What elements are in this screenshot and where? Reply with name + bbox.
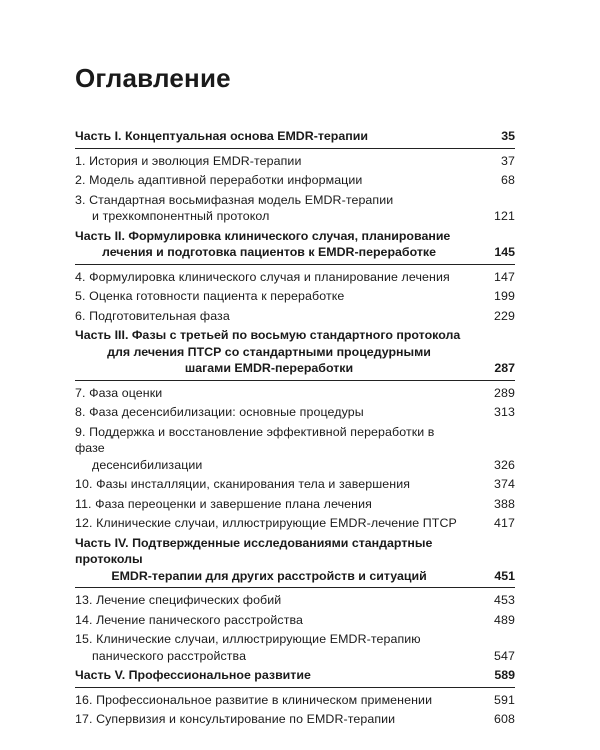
toc-entry-line: 11. Фаза переоценки и завершение плана лечения: [75, 496, 372, 511]
toc-entry-line: 16. Профессиональное развитие в клиническом применении: [75, 692, 433, 707]
toc-entry-line: 5. Оценка готовности пациента к переработке: [75, 289, 345, 303]
toc-entry-line: 8. Фаза десенсибилизации: основные процедуры: [75, 405, 364, 419]
toc-chapter-entry[interactable]: [75, 631, 515, 667]
toc-page-number: 417: [494, 516, 515, 530]
toc-entry-title: [75, 385, 475, 402]
toc-entry-title: [75, 535, 475, 585]
toc-entry-title: [75, 692, 475, 709]
toc-part-entry[interactable]: [75, 667, 515, 688]
toc-entry-title: [75, 172, 475, 189]
toc-entry-line: шагами EMDR-переработки: [184, 361, 354, 375]
toc-page-number: 35: [501, 129, 515, 143]
toc-page-number: 591: [494, 692, 515, 707]
toc-entry-title: [75, 288, 475, 305]
toc-entry-line: Часть V. Профессиональное развитие: [75, 668, 311, 682]
toc-chapter-entry[interactable]: [75, 612, 515, 632]
toc-entry-line: 3. Стандартная восьмифазная модель EMDR-терапии: [75, 192, 394, 207]
toc-entry-title: [75, 269, 475, 286]
toc-chapter-entry[interactable]: [75, 192, 515, 228]
toc-page-number: 453: [494, 593, 515, 607]
toc-entry-line: 17. Супервизия и консультирование по EMDR-терапии: [75, 712, 396, 726]
toc-entry-line: 2. Модель адаптивной переработки информации: [75, 173, 363, 187]
toc-page-number: 68: [501, 173, 515, 187]
toc-chapter-entry[interactable]: [75, 424, 515, 477]
toc-entry-title: [75, 404, 475, 421]
toc-entry-title: [75, 153, 475, 170]
toc-chapter-entry[interactable]: [75, 404, 515, 424]
toc-page-number: 121: [494, 209, 515, 223]
toc-page-number: 326: [494, 457, 515, 472]
toc-entry-title: [75, 228, 475, 261]
toc-chapter-entry[interactable]: [75, 172, 515, 192]
toc-entry-title: [75, 496, 475, 513]
toc-entry-title: [75, 128, 475, 145]
toc-page-number: 289: [494, 385, 515, 400]
toc-entry-title: [75, 327, 475, 377]
toc-entry-title: [75, 592, 475, 609]
toc-entry-title: [75, 192, 475, 225]
toc-page-number: 313: [494, 405, 515, 419]
toc-entry-line: 9. Поддержка и восстановление эффективной переработки в фазе: [75, 424, 435, 455]
toc-page-number: 287: [494, 361, 515, 375]
toc-entry-title: [75, 711, 475, 728]
toc-chapter-entry[interactable]: [75, 592, 515, 612]
toc-page-number: 37: [501, 153, 515, 168]
toc-entry-line: для лечения ПТСР со стандартными процедурными: [107, 344, 431, 359]
toc-chapter-entry[interactable]: [75, 269, 515, 289]
toc-entry-line: и трехкомпонентный протокол: [92, 209, 270, 223]
toc-entry-line: Часть IV. Подтвержденные исследованиями стандартные протоколы: [75, 535, 433, 566]
toc-entry-line: 15. Клинические случаи, иллюстрирующие EMDR-терапию: [75, 632, 421, 646]
toc-list: [75, 128, 515, 731]
toc-page-number: 547: [494, 648, 515, 663]
toc-page-number: 451: [494, 568, 515, 583]
toc-part-entry[interactable]: [75, 228, 515, 265]
toc-entry-line: EMDR-терапии для других расстройств и ситуаций: [111, 568, 427, 583]
toc-entry-title: [75, 476, 475, 493]
toc-entry-line: Часть I. Концептуальная основа EMDR-терапии: [75, 129, 368, 143]
toc-entry-title: [75, 667, 475, 684]
toc-entry-line: 4. Формулировка клинического случая и планирование лечения: [75, 269, 450, 284]
toc-page-number: 388: [494, 496, 515, 511]
toc-entry-line: 1. История и эволюция EMDR-терапии: [75, 153, 302, 168]
toc-page-number: 229: [494, 308, 515, 323]
toc-part-entry[interactable]: [75, 535, 515, 589]
toc-chapter-entry[interactable]: [75, 308, 515, 328]
toc-page-number: 374: [494, 477, 515, 491]
toc-chapter-entry[interactable]: [75, 711, 515, 731]
toc-entry-line: 6. Подготовительная фаза: [75, 308, 230, 323]
toc-page-number: 199: [494, 289, 515, 303]
toc-chapter-entry[interactable]: [75, 288, 515, 308]
toc-chapter-entry[interactable]: [75, 496, 515, 516]
toc-entry-line: лечения и подготовка пациентов к EMDR-переработке: [102, 245, 436, 259]
toc-entry-title: [75, 515, 475, 532]
toc-chapter-entry[interactable]: [75, 476, 515, 496]
page-title: Оглавление: [75, 63, 231, 93]
toc-part-entry[interactable]: [75, 128, 515, 149]
toc-page-number: 147: [494, 269, 515, 284]
toc-entry-line: Часть II. Формулировка клинического случая, планирование: [75, 228, 451, 243]
toc-entry-line: 7. Фаза оценки: [75, 385, 163, 400]
toc-page-number: 608: [494, 712, 515, 726]
toc-page-number: 589: [494, 668, 515, 682]
toc-part-entry[interactable]: [75, 327, 515, 381]
toc-entry-title: [75, 631, 475, 664]
toc-entry-title: [75, 424, 475, 474]
toc-entry-line: десенсибилизации: [92, 457, 203, 472]
toc-entry-line: 13. Лечение специфических фобий: [75, 593, 282, 607]
toc-entry-line: панического расстройства: [92, 648, 247, 663]
toc-page-number: 145: [494, 245, 515, 259]
toc-entry-line: Часть III. Фазы с третьей по восьмую стандартного протокола: [75, 328, 461, 342]
toc-chapter-entry[interactable]: [75, 385, 515, 405]
toc-chapter-entry[interactable]: [75, 692, 515, 712]
toc-page-number: 489: [494, 612, 515, 627]
toc-chapter-entry[interactable]: [75, 515, 515, 535]
toc-entry-title: [75, 612, 475, 629]
toc-entry-line: 12. Клинические случаи, иллюстрирующие EMDR-лечение ПТСР: [75, 516, 457, 530]
toc-entry-line: 10. Фазы инсталляции, сканирования тела и завершения: [75, 477, 411, 491]
toc-entry-title: [75, 308, 475, 325]
toc-chapter-entry[interactable]: [75, 153, 515, 173]
toc-entry-line: 14. Лечение панического расстройства: [75, 612, 304, 627]
